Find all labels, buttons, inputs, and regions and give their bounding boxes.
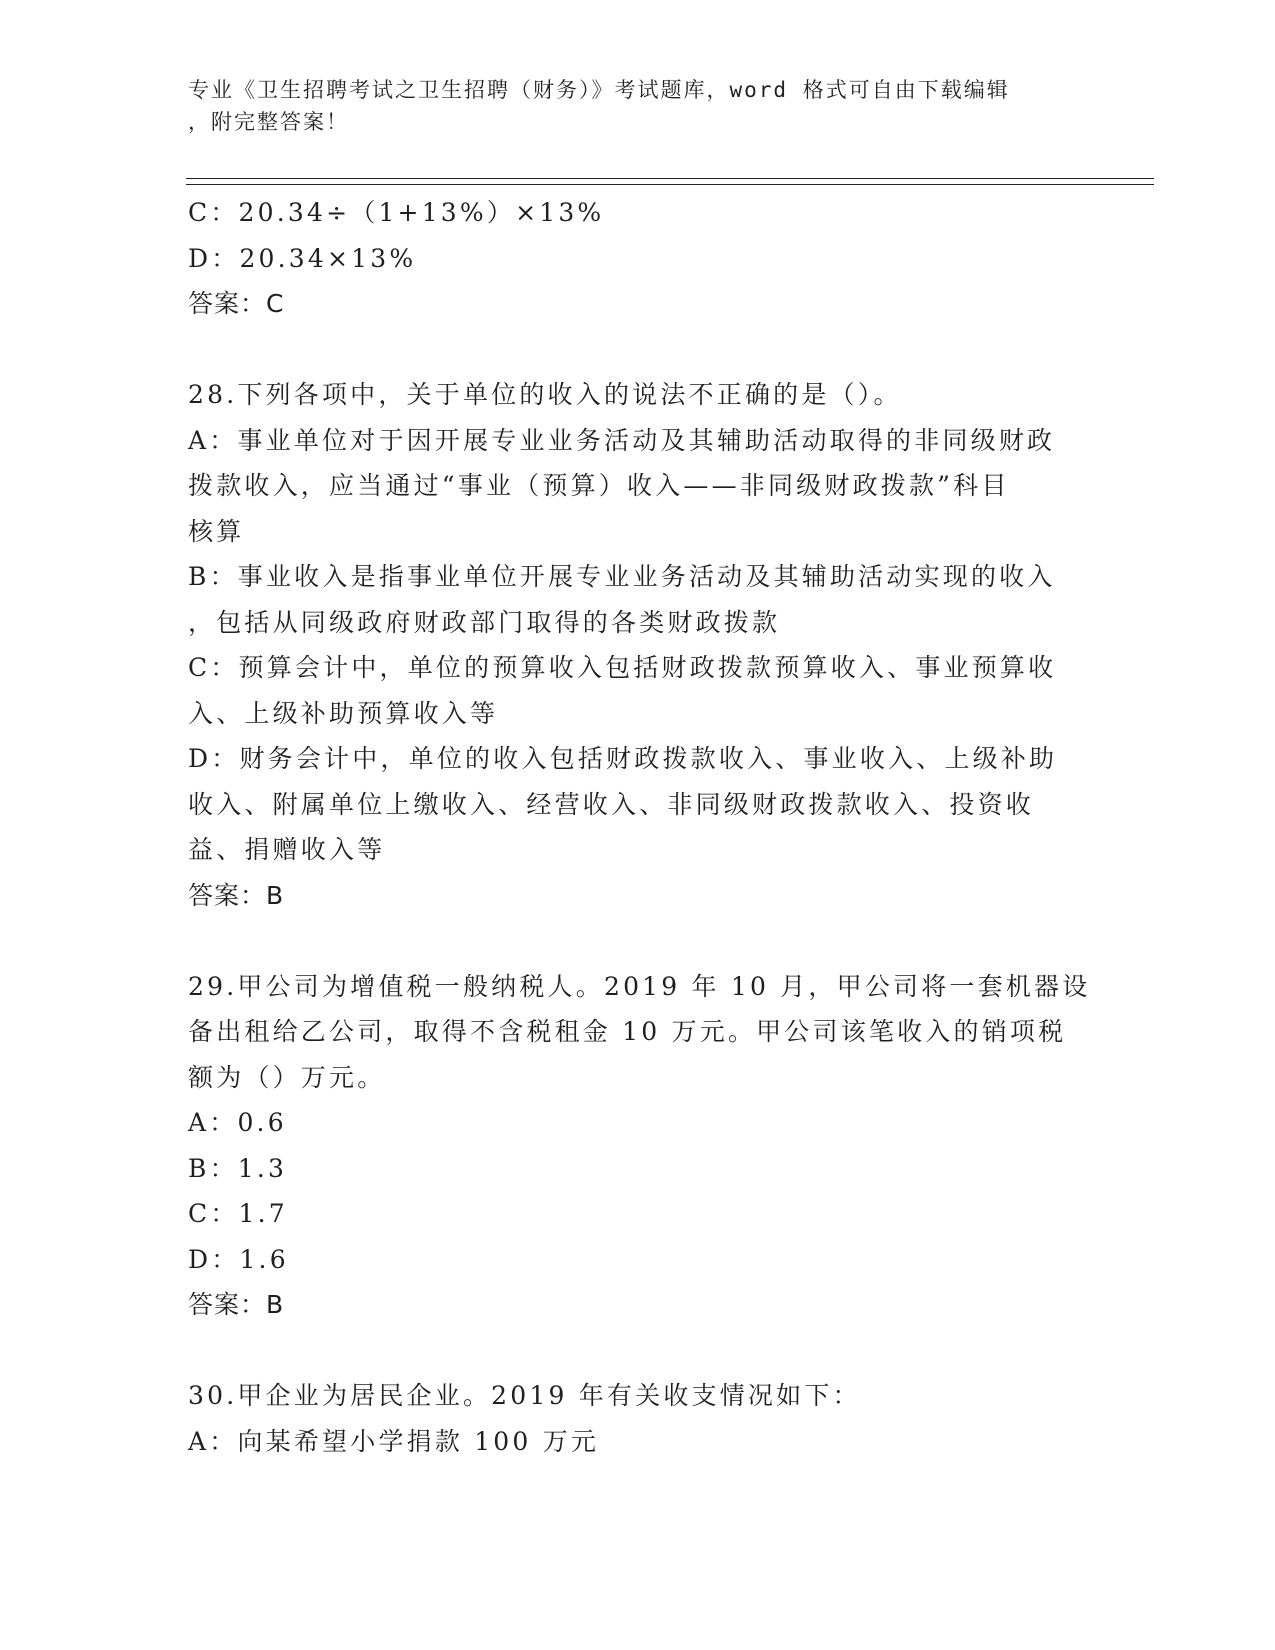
header-divider-bottom: [186, 184, 1154, 185]
q30-question: 30.甲企业为居民企业。2019 年有关收支情况如下：: [188, 1381, 861, 1410]
q27-option-c: C：20.34÷（1+13%）×13%: [188, 198, 605, 227]
q28-option-a-line-2: 拨款收入，应当通过“事业（预算）收入——非同级财政拨款”科目: [188, 471, 1010, 500]
q29-option-d: D：1.6: [188, 1244, 289, 1274]
q29-question-line-2: 备出租给乙公司，取得不含税租金 10 万元。甲公司该笔收入的销项税: [188, 1017, 1067, 1046]
q28-option-b-line-1: B：事业收入是指事业单位开展专业业务活动及其辅助活动实现的收入: [188, 562, 1056, 591]
question-27-tail: [188, 190, 1078, 327]
q27-answer: 答案：C: [188, 289, 285, 318]
q28-option-c-line-1: C：预算会计中，单位的预算收入包括财政拨款预算收入、事业预算收: [188, 653, 1057, 682]
q28-option-d-line-2: 收入、附属单位上缴收入、经营收入、非同级财政拨款收入、投资收: [188, 789, 1035, 819]
question-29: [188, 964, 1091, 1328]
q29-answer: 答案：B: [188, 1290, 285, 1319]
q27-option-d: D：20.34×13%: [188, 243, 417, 273]
q28-option-a-line-1: A：事业单位对于因开展专业业务活动及其辅助活动取得的非同级财政: [188, 425, 1056, 455]
q29-option-a: A：0.6: [188, 1108, 287, 1137]
q28-option-d-line-3: 益、捐赠收入等: [188, 835, 386, 864]
q28-answer: 答案：B: [188, 880, 285, 910]
spacer: [188, 918, 1078, 964]
q28-option-b-line-2: ，包括从同级政府财政部门取得的各类财政拨款: [188, 607, 781, 637]
q30-option-a: A：向某希望小学捐款 100 万元: [188, 1426, 600, 1456]
document-body: [188, 190, 1091, 1464]
question-28: [188, 372, 1078, 918]
header-divider-top: [186, 178, 1154, 179]
q28-option-d-line-1: D：财务会计中，单位的收入包括财政拨款收入、事业收入、上级补助: [188, 744, 1058, 773]
spacer: [188, 327, 1078, 373]
header-line-2: ，附完整答案！: [188, 110, 349, 134]
q28-option-a-line-3: 核算: [188, 516, 245, 546]
q28-option-c-line-2: 入、上级补助预算收入等: [188, 698, 499, 728]
q29-option-b: B：1.3: [188, 1153, 288, 1183]
document-header: [188, 74, 1068, 138]
header-line-1: 专业《卫生招聘考试之卫生招聘（财务）》考试题库，word 格式可自由下载编辑: [188, 78, 1010, 102]
q29-option-c: C：1.7: [188, 1199, 288, 1228]
spacer: [188, 1328, 1078, 1374]
q29-question-line-1: 29.甲公司为增值税一般纳税人。2019 年 10 月，甲公司将一套机器设: [188, 971, 1091, 1001]
q29-question-line-3: 额为（）万元。: [188, 1062, 386, 1092]
question-30: [188, 1373, 1078, 1464]
q28-question: 28.下列各项中，关于单位的收入的说法不正确的是（）。: [188, 380, 902, 409]
